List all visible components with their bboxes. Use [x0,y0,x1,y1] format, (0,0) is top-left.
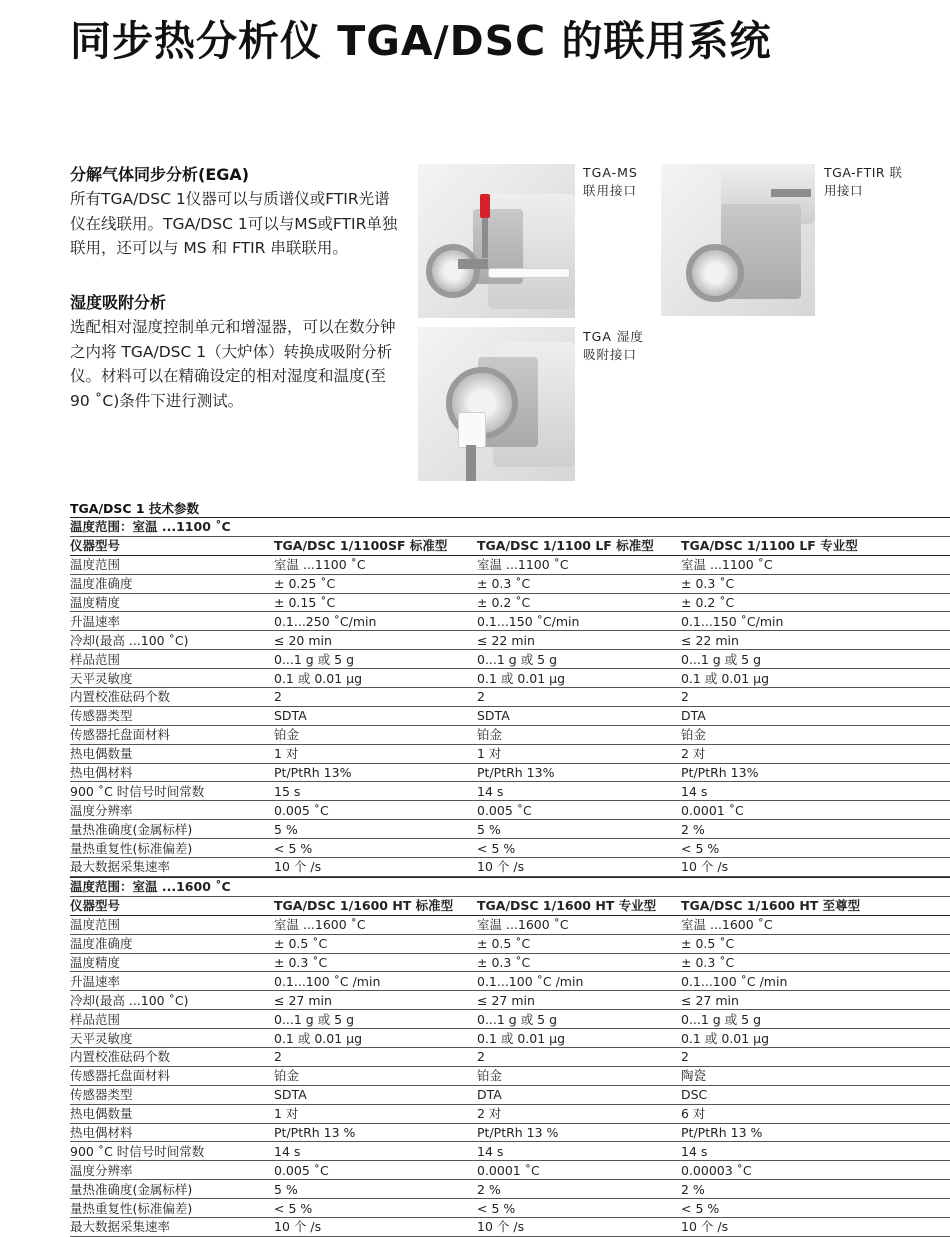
parameter-value: 2 % [681,1180,950,1199]
parameter-value: 0.005 ˚C [274,801,477,820]
tga-ms-caption-line1: TGA-MS [583,165,638,180]
parameter-value: 2 [274,688,477,707]
parameter-value: < 5 % [681,1199,950,1218]
parameter-name: 温度分辨率 [70,1161,274,1180]
parameter-value: ≤ 22 min [477,631,681,650]
parameter-value: 0...1 g 或 5 g [274,1010,477,1029]
parameter-value: 0.1...100 ˚C /min [477,972,681,991]
parameter-value: DSC [681,1085,950,1104]
tga-humidity-interface-photo [418,327,575,481]
table-row [70,1066,950,1085]
parameter-value: 10 个 /s [274,1218,477,1237]
table-row [70,972,950,991]
parameter-name: 量热准确度(金属标样) [70,1180,274,1199]
parameter-value: 14 s [477,782,681,801]
model-name: TGA/DSC 1/1100 LF 专业型 [681,536,950,555]
table-row [70,915,950,934]
parameter-value: DTA [681,706,950,725]
parameter-value: 铂金 [477,1066,681,1085]
parameter-value: 0...1 g 或 5 g [274,650,477,669]
parameter-value: 2 [681,1048,950,1067]
parameter-name: 温度精度 [70,953,274,972]
table-row [70,1104,950,1123]
model-name: TGA/DSC 1/1600 HT 专业型 [477,896,681,915]
page-title: 同步热分析仪 TGA/DSC 的联用系统 [70,17,772,65]
parameter-value: SDTA [274,706,477,725]
parameter-name: 900 ˚C 时信号时间常数 [70,782,274,801]
parameter-value: 室温 ...1100 ˚C [477,555,681,574]
parameter-name: 冷却(最高 ...100 ˚C) [70,631,274,650]
tga-ftir-caption-line2: 用接口 [824,183,864,198]
parameter-value: 14 s [274,1142,477,1161]
model-name: TGA/DSC 1/1600 HT 标准型 [274,896,477,915]
parameter-value: 2 [274,1048,477,1067]
spec-table-1600 [70,877,950,1237]
model-name: TGA/DSC 1/1100 LF 标准型 [477,536,681,555]
parameter-value: 0.1 或 0.01 µg [274,669,477,688]
table-row [70,820,950,839]
table-row [70,744,950,763]
temperature-range-row [70,878,950,897]
parameter-name: 传感器托盘面材料 [70,1066,274,1085]
parameter-value: ± 0.3 ˚C [681,953,950,972]
parameter-value: 10 个 /s [681,1218,950,1237]
parameter-value: ≤ 22 min [681,631,950,650]
parameter-value: < 5 % [477,1199,681,1218]
table-row [70,706,950,725]
parameter-name: 传感器类型 [70,1085,274,1104]
table-row [70,1218,950,1237]
parameter-value: 2 [477,1048,681,1067]
table-row [70,763,950,782]
parameter-value: 2 对 [681,744,950,763]
parameter-value: 5 % [274,820,477,839]
parameter-value: < 5 % [274,1199,477,1218]
parameter-value: 0.005 ˚C [274,1161,477,1180]
parameter-value: 0.1 或 0.01 µg [681,1029,950,1048]
parameter-value: 1 对 [274,1104,477,1123]
parameter-value: ± 0.5 ˚C [681,934,950,953]
parameter-value: 室温 ...1100 ˚C [681,555,950,574]
parameter-name: 温度准确度 [70,934,274,953]
parameter-value: 0.005 ˚C [477,801,681,820]
parameter-value: < 5 % [681,839,950,858]
parameter-name: 热电偶数量 [70,1104,274,1123]
parameter-value: 1 对 [274,744,477,763]
temperature-range-row [70,518,950,537]
parameter-value: 10 个 /s [274,858,477,877]
parameter-value: ± 0.5 ˚C [274,934,477,953]
parameter-value: 0.00003 ˚C [681,1161,950,1180]
parameter-value: Pt/PtRh 13% [274,763,477,782]
parameter-value: ≤ 20 min [274,631,477,650]
parameter-value: ± 0.3 ˚C [477,953,681,972]
parameter-value: < 5 % [274,839,477,858]
header-label: 仪器型号 [70,536,274,555]
parameter-name: 样品范围 [70,650,274,669]
parameter-value: 2 [477,688,681,707]
humidity-heading: 湿度吸附分析 [70,293,167,312]
parameter-name: 温度准确度 [70,574,274,593]
parameter-value: ≤ 27 min [477,991,681,1010]
parameter-value: 5 % [477,820,681,839]
parameter-name: 热电偶数量 [70,744,274,763]
parameter-name: 量热重复性(标准偏差) [70,839,274,858]
table-row [70,650,950,669]
parameter-name: 最大数据采集速率 [70,1218,274,1237]
model-header-row [70,896,950,915]
table-row [70,934,950,953]
table-row [70,612,950,631]
parameter-value: ± 0.3 ˚C [477,574,681,593]
parameter-value: Pt/PtRh 13% [477,763,681,782]
tga-humidity-caption-line1: TGA 湿度 [583,329,644,344]
tga-ftir-caption-line1: TGA-FTIR 联 [824,165,903,180]
ega-section [70,164,405,261]
header-label: 仪器型号 [70,896,274,915]
parameter-value: 2 % [681,820,950,839]
parameter-name: 内置校准砝码个数 [70,1048,274,1067]
parameter-value: 10 个 /s [477,858,681,877]
parameter-value: 0.1...100 ˚C /min [681,972,950,991]
parameter-value: ± 0.3 ˚C [274,953,477,972]
table-row [70,1048,950,1067]
parameter-value: 15 s [274,782,477,801]
parameter-value: 14 s [477,1142,681,1161]
temperature-range-label: 温度范围：室温 ...1100 ˚C [70,518,950,537]
parameter-value: 0.1...250 ˚C/min [274,612,477,631]
parameter-value: 10 个 /s [681,858,950,877]
parameter-value: 5 % [274,1180,477,1199]
table-row [70,858,950,877]
parameter-value: 0...1 g 或 5 g [477,650,681,669]
table-row [70,574,950,593]
table-row [70,839,950,858]
table-row [70,953,950,972]
parameter-value: 6 对 [681,1104,950,1123]
parameter-value: 0.1 或 0.01 µg [681,669,950,688]
parameter-name: 传感器托盘面材料 [70,725,274,744]
parameter-value: 陶瓷 [681,1066,950,1085]
parameter-value: 0.0001 ˚C [681,801,950,820]
spec-table-caption: TGA/DSC 1 技术参数 [70,501,199,516]
temperature-range-label: 温度范围：室温 ...1600 ˚C [70,878,950,897]
parameter-value: 0.1 或 0.01 µg [274,1029,477,1048]
parameter-name: 温度精度 [70,593,274,612]
parameter-value: 室温 ...1600 ˚C [681,915,950,934]
tga-ftir-caption [824,164,903,200]
parameter-value: 室温 ...1100 ˚C [274,555,477,574]
parameter-value: 0...1 g 或 5 g [681,650,950,669]
parameter-value: ± 0.2 ˚C [681,593,950,612]
table-row [70,555,950,574]
parameter-name: 升温速率 [70,612,274,631]
table-row [70,1180,950,1199]
parameter-value: 14 s [681,782,950,801]
parameter-name: 温度分辨率 [70,801,274,820]
parameter-name: 传感器类型 [70,706,274,725]
parameter-value: 铂金 [681,725,950,744]
parameter-value: 0.1 或 0.01 µg [477,1029,681,1048]
parameter-value: ≤ 27 min [274,991,477,1010]
parameter-name: 最大数据采集速率 [70,858,274,877]
parameter-value: 0.0001 ˚C [477,1161,681,1180]
parameter-value: 0.1...100 ˚C /min [274,972,477,991]
parameter-value: 2 [681,688,950,707]
parameter-value: Pt/PtRh 13 % [681,1123,950,1142]
table-row [70,1199,950,1218]
parameter-value: ± 0.5 ˚C [477,934,681,953]
model-header-row [70,536,950,555]
parameter-name: 样品范围 [70,1010,274,1029]
tga-ms-interface-photo [418,164,575,318]
parameter-value: 2 % [477,1180,681,1199]
tga-ms-caption [583,164,638,200]
parameter-name: 900 ˚C 时信号时间常数 [70,1142,274,1161]
table-row [70,801,950,820]
humidity-section [70,292,405,413]
parameter-value: SDTA [274,1085,477,1104]
table-row [70,782,950,801]
parameter-value: 0...1 g 或 5 g [681,1010,950,1029]
parameter-value: 14 s [681,1142,950,1161]
parameter-value: 0.1 或 0.01 µg [477,669,681,688]
tga-humidity-caption-line2: 吸附接口 [583,347,638,362]
table-row [70,725,950,744]
parameter-value: Pt/PtRh 13 % [274,1123,477,1142]
parameter-value: ± 0.2 ˚C [477,593,681,612]
tga-humidity-caption [583,328,644,364]
parameter-value: ± 0.25 ˚C [274,574,477,593]
parameter-name: 天平灵敏度 [70,669,274,688]
table-row [70,991,950,1010]
table-row [70,1123,950,1142]
parameter-value: 铂金 [477,725,681,744]
parameter-value: DTA [477,1085,681,1104]
parameter-value: 室温 ...1600 ˚C [274,915,477,934]
parameter-value: 0.1...150 ˚C/min [681,612,950,631]
table-row [70,688,950,707]
parameter-name: 温度范围 [70,555,274,574]
parameter-value: 0...1 g 或 5 g [477,1010,681,1029]
parameter-value: < 5 % [477,839,681,858]
parameter-name: 冷却(最高 ...100 ˚C) [70,991,274,1010]
table-row [70,1161,950,1180]
tga-ms-caption-line2: 联用接口 [583,183,638,198]
humidity-body: 选配相对湿度控制单元和增湿器，可以在数分钟之内将 TGA/DSC 1（大炉体）转换成吸附分析仪。材料可以在精确设定的相对湿度和温度(至 90 ˚C)条件下进行测试。 [70,318,396,410]
table-row [70,1029,950,1048]
parameter-name: 量热准确度(金属标样) [70,820,274,839]
ega-heading: 分解气体同步分析(EGA) [70,165,250,184]
parameter-value: ≤ 27 min [681,991,950,1010]
parameter-value: ± 0.3 ˚C [681,574,950,593]
table-row [70,631,950,650]
parameter-name: 量热重复性(标准偏差) [70,1199,274,1218]
parameter-name: 热电偶材料 [70,1123,274,1142]
parameter-name: 温度范围 [70,915,274,934]
table-row [70,1085,950,1104]
table-row [70,593,950,612]
parameter-name: 内置校准砝码个数 [70,688,274,707]
parameter-value: 2 对 [477,1104,681,1123]
tga-ftir-interface-photo [661,164,815,316]
model-name: TGA/DSC 1/1100SF 标准型 [274,536,477,555]
parameter-value: Pt/PtRh 13 % [477,1123,681,1142]
parameter-value: ± 0.15 ˚C [274,593,477,612]
ega-body: 所有TGA/DSC 1仪器可以与质谱仪或FTIR光谱仪在线联用。TGA/DSC 1可以与MS或FTIR单独联用，还可以与 MS 和 FTIR 串联联用。 [70,190,398,257]
parameter-value: 铂金 [274,1066,477,1085]
parameter-value: 铂金 [274,725,477,744]
table-row [70,669,950,688]
model-name: TGA/DSC 1/1600 HT 至尊型 [681,896,950,915]
parameter-value: Pt/PtRh 13% [681,763,950,782]
parameter-value: SDTA [477,706,681,725]
parameter-name: 天平灵敏度 [70,1029,274,1048]
parameter-value: 0.1...150 ˚C/min [477,612,681,631]
parameter-value: 室温 ...1600 ˚C [477,915,681,934]
table-row [70,1010,950,1029]
parameter-value: 10 个 /s [477,1218,681,1237]
parameter-name: 热电偶材料 [70,763,274,782]
parameter-value: 1 对 [477,744,681,763]
parameter-name: 升温速率 [70,972,274,991]
spec-table-1100 [70,517,950,877]
table-row [70,1142,950,1161]
